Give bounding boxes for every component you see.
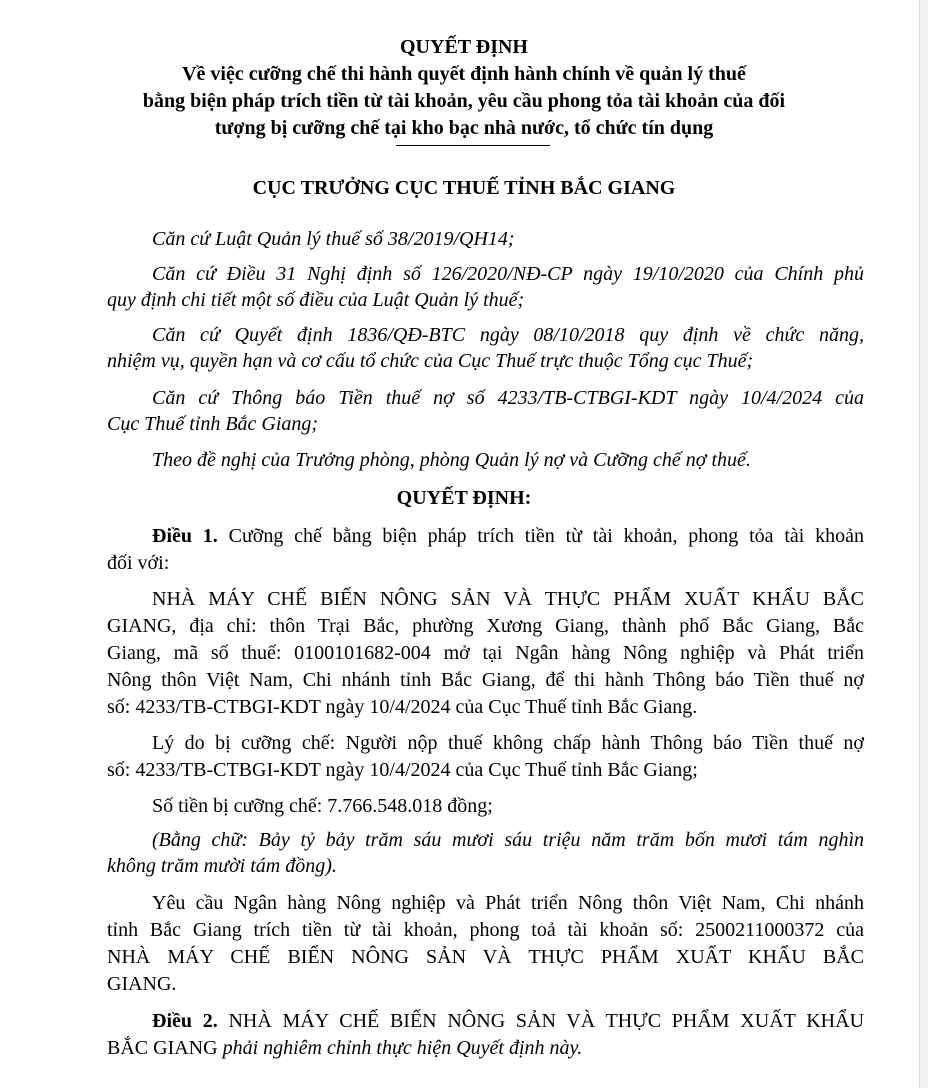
entity-line-5: số: 4233/TB-CTBGI-KDT ngày 10/4/2024 của Cục Thuế tỉnh Bắc Giang. bbox=[107, 696, 698, 718]
entity-line-4: Nông thôn Việt Nam, Chi nhánh tỉnh Bắc Giang, để thi hành Thông báo Tiền thuế nợ bbox=[107, 669, 864, 691]
article-2-line-1 bbox=[152, 1009, 864, 1033]
article-2-line-2 bbox=[107, 1036, 582, 1060]
basis-3-line-2: nhiệm vụ, quyền hạn và cơ cấu tổ chức của Cục Thuế trực thuộc Tổng cục Thuế; bbox=[107, 350, 754, 372]
article-1-text: Cưỡng chế bằng biện pháp trích tiền từ tài khoản, phong tỏa tài khoản bbox=[217, 525, 865, 547]
entity-line-2: GIANG, địa chỉ: thôn Trại Bắc, phường Xương Giang, thành phố Bắc Giang, Bắc bbox=[107, 615, 864, 637]
decision-heading: QUYẾT ĐỊNH: bbox=[396, 487, 532, 509]
document-title: QUYẾT ĐỊNH bbox=[400, 36, 528, 58]
page-edge bbox=[919, 0, 928, 1088]
article-2-text: NHÀ MÁY CHẾ BIẾN NÔNG SẢN VÀ THỰC PHẨM XUẤT KHẨU bbox=[217, 1010, 865, 1032]
title-underline bbox=[396, 145, 550, 146]
article-2-entity: BẮC GIANG bbox=[107, 1037, 218, 1059]
entity-line-3: Giang, mã số thuế: 0100101682-004 mở tại Ngân hàng Nông nghiệp và Phát triển bbox=[107, 642, 864, 664]
basis-1-line-1: Căn cứ Luật Quản lý thuế số 38/2019/QH14; bbox=[152, 228, 515, 250]
article-1-label: Điều 1. bbox=[152, 525, 218, 547]
article-2-label: Điều 2. bbox=[152, 1010, 218, 1032]
article-1-line-1 bbox=[152, 524, 864, 548]
request-line-2: tỉnh Bắc Giang trích tiền từ tài khoản, phong toả tài khoản số: 2500211000372 của bbox=[107, 919, 864, 941]
enforced-amount: Số tiền bị cưỡng chế: 7.766.548.018 đồng; bbox=[152, 795, 493, 817]
request-line-1: Yêu cầu Ngân hàng Nông nghiệp và Phát triển Nông thôn Việt Nam, Chi nhánh bbox=[152, 892, 864, 914]
basis-5-line-1: Theo đề nghị của Trưởng phòng, phòng Quản lý nợ và Cưỡng chế nợ thuế. bbox=[152, 449, 751, 471]
subtitle-line-1: Về việc cưỡng chế thi hành quyết định hành chính về quản lý thuế bbox=[182, 63, 746, 85]
basis-4-line-1: Căn cứ Thông báo Tiền thuế nợ số 4233/TB-CTBGI-KDT ngày 10/4/2024 của bbox=[152, 387, 864, 409]
article-2-text-2: phải nghiêm chỉnh thực hiện Quyết định này. bbox=[217, 1037, 583, 1059]
request-line-4: GIANG. bbox=[107, 973, 177, 995]
basis-2-line-1: Căn cứ Điều 31 Nghị định số 126/2020/NĐ-CP ngày 19/10/2020 của Chính phủ bbox=[152, 263, 864, 285]
basis-4-line-2: Cục Thuế tỉnh Bắc Giang; bbox=[107, 413, 319, 435]
reason-line-1: Lý do bị cưỡng chế: Người nộp thuế không chấp hành Thông báo Tiền thuế nợ bbox=[152, 732, 864, 754]
basis-2-line-2: quy định chi tiết một số điều của Luật Quản lý thuế; bbox=[107, 289, 525, 311]
amount-words-line-2: không trăm mười tám đồng). bbox=[107, 855, 337, 877]
subtitle-line-2: bằng biện pháp trích tiền từ tài khoản, yêu cầu phong tỏa tài khoản của đối bbox=[142, 90, 786, 112]
request-line-3: NHÀ MÁY CHẾ BIẾN NÔNG SẢN VÀ THỰC PHẨM XUẤT KHẨU BẮC bbox=[107, 946, 864, 968]
amount-words-line-1: (Bằng chữ: Bảy tỷ bảy trăm sáu mươi sáu triệu năm trăm bốn mươi tám nghìn bbox=[152, 829, 864, 851]
reason-line-2: số: 4233/TB-CTBGI-KDT ngày 10/4/2024 của Cục Thuế tỉnh Bắc Giang; bbox=[107, 759, 698, 781]
article-1-line-2: đối với: bbox=[107, 552, 170, 574]
issuing-authority: CỤC TRƯỞNG CỤC THUẾ TỈNH BẮC GIANG bbox=[252, 177, 676, 199]
basis-3-line-1: Căn cứ Quyết định 1836/QĐ-BTC ngày 08/10/2018 quy định về chức năng, bbox=[152, 324, 864, 346]
subtitle-line-3: tượng bị cưỡng chế tại kho bạc nhà nước, tổ chức tín dụng bbox=[214, 117, 714, 139]
entity-line-1: NHÀ MÁY CHẾ BIẾN NÔNG SẢN VÀ THỰC PHẨM XUẤT KHẨU BẮC bbox=[152, 588, 864, 610]
